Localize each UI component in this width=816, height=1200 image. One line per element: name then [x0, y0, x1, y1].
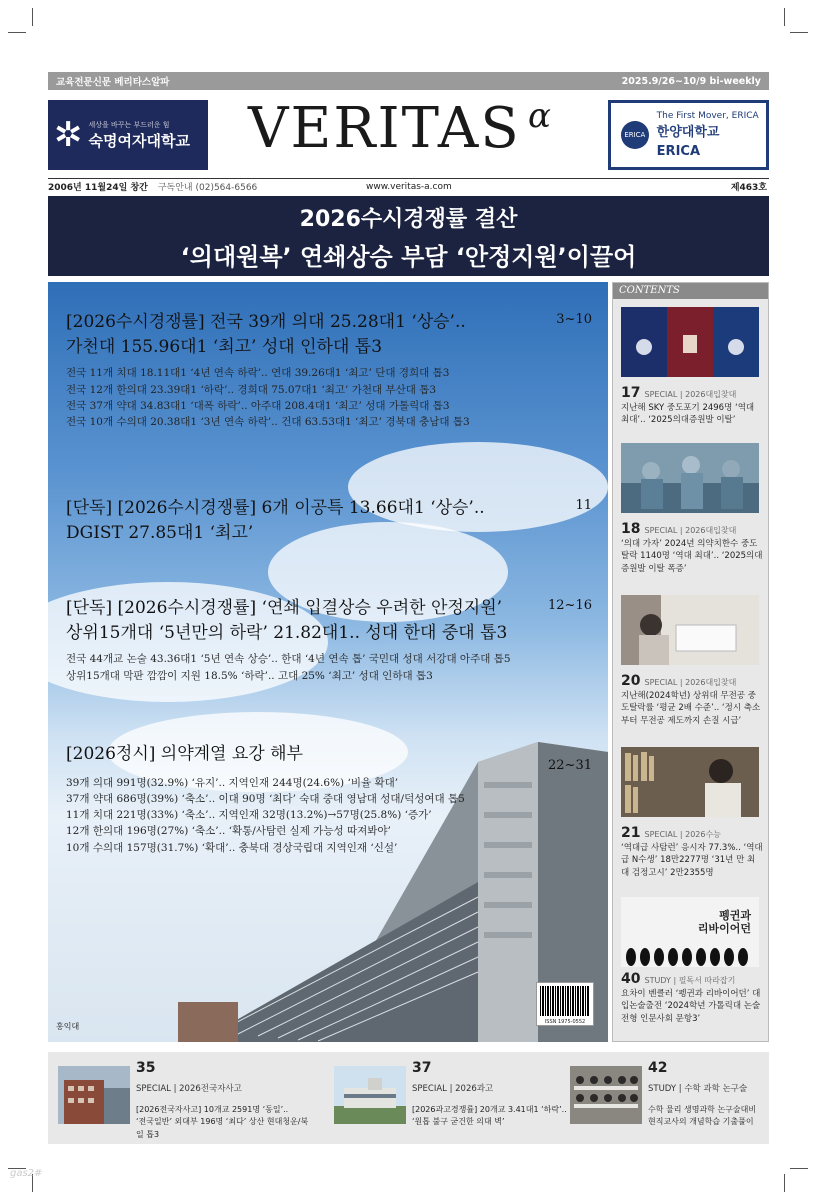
story-line: 전국 12개 한의대 23.39대1 ‘하락’.. 경희대 75.07대1 ‘최고’ 가천대 부산대 톱3 [66, 383, 437, 396]
story-medical-early-admission[interactable] [66, 310, 596, 430]
story-line: 전국 37개 약대 34.83대1 ‘대폭 하락’.. 아주대 208.4대1 ‘최고’ 성대 가톨릭대 톱3 [66, 399, 450, 412]
bottom-teaser[interactable] [58, 1060, 309, 1139]
surgery-photo-image [621, 443, 759, 513]
ad-tagline: 세상을 바꾸는 부드러운 힘 [88, 120, 170, 129]
student-writing-image [621, 595, 759, 665]
contents-section: SPECIAL | 2026대입찾대 [644, 390, 737, 399]
sky-university-emblems-image [621, 307, 759, 377]
teaser-page: 42 [648, 1060, 668, 1076]
teaser-section: SPECIAL | 2026전국자사고 [136, 1084, 242, 1094]
contents-item[interactable] [621, 595, 763, 727]
book-title: 펭귄과 리바이어던 [697, 909, 751, 936]
founding-date: 2006년 11월24일 창간 [48, 183, 148, 193]
teaser-desc: [2026과고경쟁률] 20개교 3.41대1 ‘하락’.. ‘원톱 불구 굳건한 의대 벽’ [412, 1105, 567, 1127]
teaser-page: 35 [136, 1060, 156, 1076]
hanyang-seal-icon: ERICA [621, 121, 649, 149]
subscription-phone: 구독안내 (02)564-6566 [157, 183, 258, 193]
story-line: 전국 10개 수의대 20.38대1 ‘3년 연속 하락’.. 건대 63.53대1 ‘최고’ 경북대 충남대 톱3 [66, 416, 470, 429]
story-line: 전국 11개 치대 18.11대1 ‘4년 연속 하락’.. 연대 39.26대1 ‘최고’ 단대 경희대 톱3 [66, 367, 450, 380]
cover-hero [48, 282, 608, 1042]
crop-mark [784, 8, 785, 26]
sookmyung-ad[interactable] [48, 100, 208, 170]
barcode [536, 982, 594, 1026]
masthead [248, 96, 568, 172]
contents-item[interactable] [621, 747, 763, 879]
story-page-ref: 3~10 [556, 312, 592, 327]
library-student-image [621, 747, 759, 817]
contents-desc: ‘역대급 사탐런’ 응시자 77.3%.. ‘역대급 N수생’ 18만2277명 ‘31년 만 최대 검정고시’ 2만2355명 [621, 843, 763, 878]
teaser-page: 37 [412, 1060, 432, 1076]
contents-header: CONTENTS [613, 283, 768, 299]
story-line: 37개 약대 686명(39%) ‘축소’.. 이대 90명 ‘최다’ 숙대 중대 영남대 성대/덕성여대 톱5 [66, 792, 465, 805]
hanyang-erica-ad[interactable] [608, 100, 769, 170]
story-line: 39개 의대 991명(32.9%) ‘유지’.. 지역인재 244명(24.6%) ‘비율 확대’ [66, 776, 399, 789]
sookmyung-emblem-icon: ✲ [54, 115, 83, 155]
bottom-teaser[interactable] [334, 1060, 567, 1138]
top-bar [48, 72, 769, 90]
story-line: 상위15개대 막판 깜깜이 지원 18.5% ‘하락’.. 고대 25% ‘최고’ 성대 인하대 톱3 [66, 669, 433, 682]
contents-page: 20 [621, 673, 641, 689]
masthead-title: VERITAS [248, 96, 521, 161]
contents-page: 17 [621, 385, 641, 401]
story-regular-admission[interactable] [66, 742, 596, 856]
contents-page: 18 [621, 521, 641, 537]
story-title: [2026정시] 의약계열 요강 해부 [66, 744, 303, 764]
info-bar [48, 178, 769, 194]
teaser-section: STUDY | 수학 과학 논구술 [648, 1084, 748, 1094]
penguins-icon [621, 945, 759, 967]
crop-mark [8, 32, 26, 33]
bottom-teasers [48, 1052, 769, 1144]
issue-number: 제463호 [730, 183, 767, 193]
contents-item[interactable] [621, 443, 763, 575]
crop-mark [32, 8, 33, 26]
crop-mark [790, 32, 808, 33]
teaser-desc: 수학 물리 생명과학 논구술대비 현직교사의 개념학습 기출풀이 [648, 1105, 757, 1127]
contents-item[interactable] [621, 307, 763, 427]
bottom-teaser[interactable] [570, 1060, 800, 1138]
headline-line-2: ‘의대원복’ 연쇄상승 부담 ‘안정지원’이끌어 [180, 243, 637, 271]
contents-sidebar [612, 282, 769, 1042]
story-page-ref: 22~31 [548, 758, 592, 773]
story-title: [단독] [2026수시경쟁률] ‘연쇄 입결상승 우려한 안정지원’ 상위15개대 ‘5년만의 하락’ 21.82대1.. 성대 한대 중대 톱3 [66, 598, 508, 643]
exam-hall-image [570, 1066, 642, 1124]
website-url[interactable]: www.veritas-a.com [366, 181, 452, 192]
contents-item[interactable] [621, 897, 763, 1025]
contents-desc: ‘의대 가자’ 2024년 의약치한수 중도탈락 1140명 ‘역대 최대’.. ‘2025의대증원발 이탈 폭증’ [621, 539, 763, 574]
contents-page: 40 [621, 971, 641, 987]
crop-mark [790, 1168, 808, 1169]
issue-dates: 2025.9/26~10/9 bi-weekly [621, 75, 761, 87]
story-line: 전국 44개교 논술 43.36대1 ‘5년 연속 상승’.. 한대 ‘4년 연속 톱’ 국민대 성대 서강대 아주대 톱5 [66, 653, 511, 666]
contents-desc: 지난해 SKY 중도포기 2496명 ‘역대 최대’.. ‘2025의대증원발 이탈’ [621, 403, 755, 426]
contents-section: STUDY | 필독서 따라잡기 [644, 976, 736, 985]
story-line: 12개 한의대 196명(27%) ‘축소’.. ‘확통/사탐런 실제 가능성 따져봐야’ [66, 825, 391, 838]
publisher-label: 교육전문신문 베리타스알파 [56, 77, 170, 88]
book-cover-image [621, 897, 759, 967]
main-headline[interactable] [48, 196, 769, 276]
story-top15-universities[interactable] [66, 596, 596, 684]
barcode-issn: ISSN 1975-0552 [544, 1019, 586, 1025]
page-mark: gas2# [10, 1168, 43, 1179]
teaser-section: SPECIAL | 2026과고 [412, 1084, 494, 1094]
story-title: [2026수시경쟁률] 전국 39개 의대 25.28대1 ‘상승’.. 가천대 155.96대1 ‘최고’ 성대 인하대 톱3 [66, 312, 466, 357]
barcode-bars [540, 986, 590, 1016]
contents-desc: 지난해(2024학년) 상위대 무전공 중도탈락률 ‘평균 2배 수준’.. ‘정시 축소부터 무전공 제도까지 손질 시급’ [621, 691, 761, 726]
contents-page: 21 [621, 825, 641, 841]
teaser-desc: [2026전국자사고] 10개교 2591명 ‘동일’.. ‘전국일반’ 외대부 196명 ‘최다’ 상산 현대청운/북일 톱3 [136, 1105, 309, 1139]
ad-tagline: The First Mover, ERICA [656, 111, 759, 121]
contents-desc: 요차이 벤클러 ‘펭귄과 리바이어던’ 대입논술출전 ‘2024학년 가톨릭대 논술 전형 인문사회 문항3’ [621, 989, 761, 1024]
headline-line-1: 2026수시경쟁률 결산 [299, 207, 518, 232]
story-page-ref: 12~16 [548, 598, 592, 613]
photo-credit: 홍익대 [56, 1022, 80, 1031]
story-science-tech-institutes[interactable] [66, 496, 596, 545]
contents-section: SPECIAL | 2026수능 [644, 830, 721, 839]
school-building-image [58, 1066, 130, 1124]
story-line: 10개 수의대 157명(31.7%) ‘확대’.. 충북대 경상국립대 지역인재 ‘신설’ [66, 841, 398, 854]
contents-section: SPECIAL | 2026대입찾대 [644, 526, 737, 535]
contents-section: SPECIAL | 2026대입찾대 [644, 678, 737, 687]
ad-university-name: 한양대학교 ERICA [656, 125, 720, 159]
masthead-alpha: α [528, 96, 553, 136]
science-high-school-image [334, 1066, 406, 1124]
story-title: [단독] [2026수시경쟁률] 6개 이공특 13.66대1 ‘상승’.. DGIST 27.85대1 ‘최고’ [66, 498, 485, 543]
crop-mark [784, 1174, 785, 1192]
ad-university-name: 숙명여자대학교 [88, 131, 190, 150]
story-line: 11개 치대 221명(33%) ‘축소’.. 지역인재 32명(13.2%)→57명(25.8%) ‘증가’ [66, 809, 432, 822]
story-page-ref: 11 [575, 498, 592, 513]
